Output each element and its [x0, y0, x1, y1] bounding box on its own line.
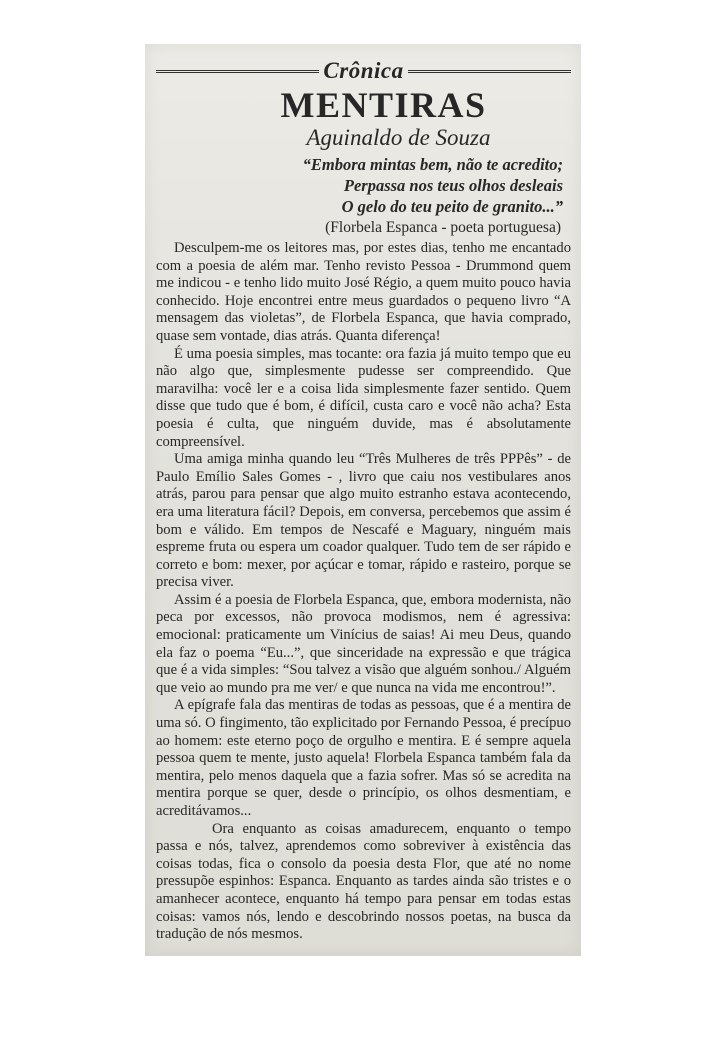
- paragraph: Ora enquanto as coisas amadurecem, enquanto o tempo passa e nós, talvez, aprendemos como sobreviver à existência das coisas todas, fica o consolo da poesia desta Flor, que até no nome pressupõe espinhos: Espanca. Enquanto as tardes ainda são tristes e o amanhecer acontece, enquanto há tempo para pensar em todas estas coisas: vamos nós, lendo e descobrindo nossos poetas, na busca da tradução de nós mesmos.: [156, 820, 571, 943]
- left-rule: [156, 70, 319, 73]
- section-label: Crônica: [323, 58, 404, 83]
- paragraph: Assim é a poesia de Florbela Espanca, que, embora modernista, não peca por excessos, não provoca modismos, nem é agressiva: emocional: praticamente um Vinícius de saias! Ai meu Deus, quando ela faz o poema “Eu...”, que sinceridade na expressão e que trágica que é a vida simples: “Sou talvez a visão que alguém sonhou./ Alguém que veio ao mundo pra me ver/ e que nunca na vida me encontrou!”.: [156, 591, 571, 696]
- paragraph: É uma poesia simples, mas tocante: ora fazia já muito tempo que eu não algo que, simplesmente pudesse ser compreendido. Que maravilha: você ler e a coisa lida simplesmente fazer sentido. Quem disse que tudo que é bom, é difícil, custa caro e você não acha? Esta poesia é culta, que ninguém duvide, mas é absolutamente compreensível.: [156, 345, 571, 450]
- article-body: [156, 240, 571, 944]
- right-rule: [408, 70, 571, 73]
- epigraph-line: Perpassa nos teus olhos desleais: [343, 176, 563, 195]
- paragraph: Uma amiga minha quando leu “Três Mulheres de três PPPês” - de Paulo Emílio Sales Gomes - , livro que caiu nos vestibulares anos atrás, parou para pensar que algo muito estranho estava acontecendo, era uma literatura fácil? Depois, em conversa, percebemos que assim é bom e válido. Em tempos de Nescafé e Maguary, ninguém mais espreme fruta ou espera um coador qualquer. Tudo tem de ser rápido e correto e bom: mexer, por açúcar e tomar, rápido e rasteiro, porque se precisa viver.: [156, 451, 571, 591]
- paragraph: A epígrafe fala das mentiras de todas as pessoas, que é a mentira de uma só. O fingimento, tão explicitado por Fernando Pessoa, é precípuo ao homem: este eterno poço de orgulho e mentira. E é sempre aquela pessoa quem te mente, justo aquela! Florbela Espanca também fala da mentira, pelo menos daquela que a fazia sofrer. Mas só se acredita na mentira porque se quer, desde o princípio, os olhos desmentiam, e acreditávamos...: [156, 697, 571, 819]
- article-title: MENTIRAS: [280, 85, 487, 125]
- epigraph-line: “Embora mintas bem, não te acredito;: [302, 155, 563, 174]
- newspaper-clipping: [145, 44, 581, 956]
- epigraph: [156, 154, 571, 238]
- epigraph-attribution: (Florbela Espanca - poeta portuguesa): [325, 219, 561, 236]
- paragraph: Desculpem-me os leitores mas, por estes dias, tenho me encantado com a poesia de além mar. Tenho revisto Pessoa - Drummond quem me indicou - e tenho lido muito José Régio, a quem muito pouco havia conhecido. Hoje encontrei entre meus guardados o pequeno livro “A mensagem das violetas”, de Florbela Espanca, que havia comprado, quase sem vontade, dias atrás. Quanta diferença!: [156, 240, 571, 344]
- section-header: [156, 58, 571, 84]
- epigraph-line: O gelo do teu peito de granito...”: [341, 197, 563, 216]
- article-author: Aguinaldo de Souza: [306, 125, 491, 150]
